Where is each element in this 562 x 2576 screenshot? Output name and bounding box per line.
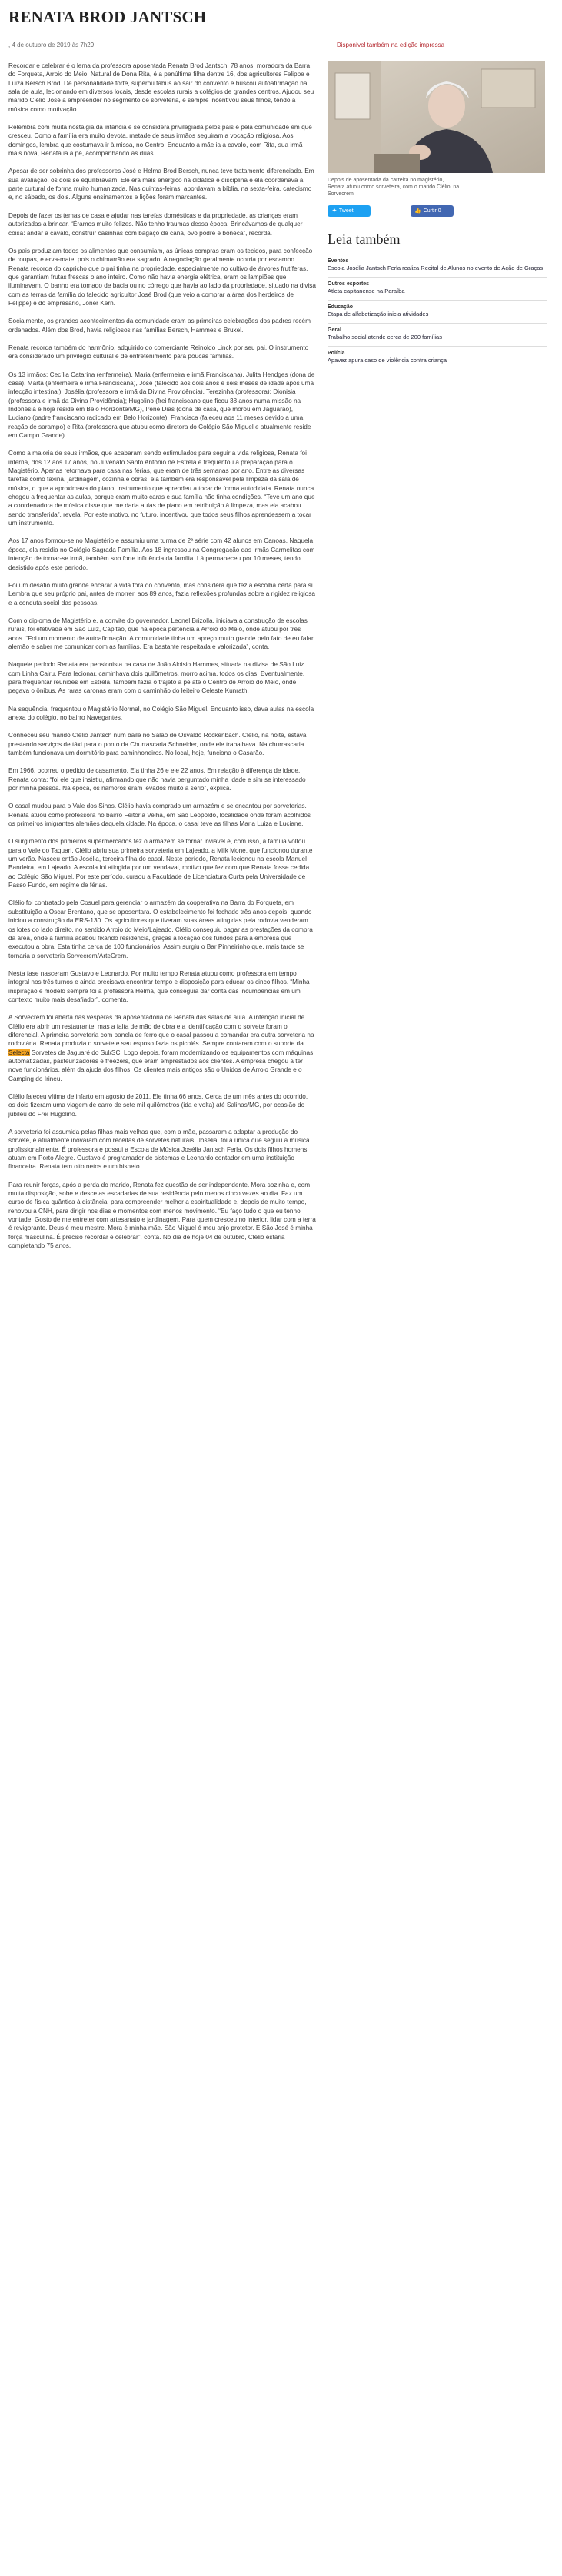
related-item	[328, 277, 547, 300]
related-item	[328, 346, 547, 369]
related-link[interactable]: Trabalho social atende cerca de 200 famílias	[328, 334, 442, 341]
article-photo	[328, 61, 545, 173]
paragraph: Relembra com muita nostalgia da infância e se considera privilegiada pelos pais e pela comunidade em que cresceu. Como a família era muito devota, metade de seus irmãos seguiram a vocação religiosa. Aos domingos, lembra que costumava ir à missa, no Centro. Enquanto a mãe ia a cavalo, com Rita, sua irmã mais nova, Renata ia a pé, acompanhando as duas.	[8, 124, 312, 158]
related-item	[328, 254, 547, 277]
related-link[interactable]: Atleta capitanense na Paraíba	[328, 288, 405, 294]
related-category: Geral	[328, 327, 341, 333]
related-category: Outros esportes	[328, 281, 370, 287]
related-category: Educação	[328, 304, 354, 310]
leia-tambem-heading: Leia também	[328, 231, 401, 247]
paragraph: Para reunir forças, após a perda do marido, Renata fez questão de ser independente. Mora sozinha e, com muita disposição, sobe e desce as escadarias de sua residência pelo menos cinco vezes ao dia. Faz um curso de física quântica à distância, para compreender melhor a espiritualidade e, depois de muito tempo, renovou a CNH, para dirigir nos dias e momentos com menos movimento. “Eu faço tudo o que eu tenho vontade. Gosto de me entreter com artesanato e jardinagem. Para quem cresceu no interior, lidar com a terra é revigorante. Deus é meu mestre. Mora é minha mãe. São Miguel é meu anjo protetor. E São José é minha força masculina. É preciso recordar e celebrar”, conta. No dia de hoje 04 de outubro, Clélio estaria completando 75 anos.	[8, 1181, 316, 1250]
paragraph-with-highlight	[8, 1013, 316, 1083]
tweet-button[interactable]	[328, 205, 371, 217]
highlighted-word: Selecta	[8, 1049, 30, 1056]
paragraph: O surgimento dos primeiros supermercados fez o armazém se tornar inviável e, com isso, a família voltou para o Vale do Taquari. Clélio abriu sua primeira sorveteria em Lajeado, a Milk Mone, que funcionou durante um verão. Nasceu então Josélia, terceira filha do casal. Neste período, Renata lecionou na escola Manuel Bandeira, em Lajeado. A escola foi atingida por um vendaval, motivo que fez com que Renata fosse cedida ao Colégio São Miguel. Por este período, cursou a Faculdade de Licenciatura Curta pela Universidade de Passo Fundo, em regime de férias.	[8, 838, 313, 889]
paragraph: Com o diploma de Magistério e, a convite do governador, Leonel Brizolla, iniciava a construção de escolas rurais, foi efetivada em São Luiz, Capitão, que na época pertencia a Arroio do Meio, onde atuou por três anos. “Foi um momento de autoafirmação. A comunidade tinha um apreço muito grande pelo fato de eu falar alemão e saber me comunicar com as famílias. Era bastante respeitada e valorizada”, conta.	[8, 617, 314, 650]
paragraph: Naquele período Renata era pensionista na casa de João Aloisio Hammes, situada na divisa de São Luiz com Linha Cairu. Para lecionar, caminhava dois quilômetros, morro acima, todos os dias. Eventualmente, para frequentar reuniões em Estrela, também fazia o trajeto a pé até o Centro de Arroio do Meio, onde pegava o ônibus. As raras caronas eram com o caminhão do leiteiro Celeste Kunrath.	[8, 661, 305, 695]
paragraph: Clélio faleceu vítima de infarto em agosto de 2011. Ele tinha 66 anos. Cerca de um mês antes do ocorrido, os dois fizeram uma viagem de carro de sete mil quilômetros (ida e volta) até Salinas/MG, por ocasião do jubileu do Frei Hugolino.	[8, 1093, 308, 1118]
related-link[interactable]: Escola Josélia Jantsch Ferla realiza Recital de Alunos no evento de Ação de Graças	[328, 264, 544, 271]
photo-caption: Depois de aposentada da carreira no magistério, Renata atuou como sorveteira, com o marido Clélio, na Sorvecrem	[328, 178, 460, 197]
paragraph: Apesar de ser sobrinha dos professores José e Helma Brod Bersch, nunca teve tratamento diferenciado. Em sua avaliação, os dois se equilibravam. Ele era mais enérgico na didática e disciplina e ela coordenava a parte cultural de forma muito humanizada. Nas quintas-feiras, abordavam a bíblia, na sexta-feira, catecismo e, no sábado, os dois. Alguns ensinamentos e lições foram marcantes.	[8, 168, 314, 201]
related-link[interactable]: Etapa de alfabetização inicia atividades	[328, 311, 429, 317]
paragraph: Os pais produziam todos os alimentos que consumiam, as únicas compras eram os tecidos, para confecção de roupas, e erva-mate, pois o chimarrão era sagrado. A negociação geralmente ocorria por escambo. Renata recorda do capricho que o pai tinha na propriedade, especialmente no cultivo de árvores frutíferas, que garantiam frutas frescas o ano inteiro. Como não havia energia elétrica, eram os lampiões que iluminavam. O banho era tomado de bacia ou no córrego que havia ao lado da propriedade, situado na divisa com as terras da família do falecido agricultor José Brod (que veio a comprar a área dos herdeiros de Felippe) e do empresário, Joner Kern.	[8, 247, 316, 307]
twitter-bird-icon: ✦	[332, 208, 337, 214]
paragraph: Conheceu seu marido Clélio Jantsch num baile no Salão de Osvaldo Rockenbach. Clélio, na noite, estava prestando serviços de táxi para o ponto da Churrascaria Schneider, onde ele trabalhava. Na churrascaria também funcionava um dormitório para caminhoneiros. No local, hoje, funciona o Casarão.	[8, 732, 307, 756]
facebook-like-label: Curtir 0	[423, 208, 441, 214]
tweet-label: Tweet	[338, 208, 354, 214]
paragraph-rest: Sorvetes de Jaguaré do Sul/SC. Logo depois, foram modernizando os equipamentos com máquinas automatizadas, pasteurizadores e freezers, que eram emprestados aos clientes. A empresa chegou a ter nove funcionários, além da ajuda dos filhos. Os clientes mais antigos são o Unidos de Arroio Grande e o Camping do Irineu.	[8, 1049, 314, 1082]
share-row	[328, 205, 547, 218]
related-link[interactable]: Apavez apura caso de violência contra criança	[328, 357, 447, 364]
sidebar	[328, 61, 547, 369]
facebook-like-button[interactable]	[411, 205, 454, 217]
paragraph: Clélio foi contratado pela Cosuel para gerenciar o armazém da cooperativa na Barra do Forqueta, em substituição a Oscar Brentano, que se aposentara. O estabelecimento foi fechado três anos depois, quando iniciou a construção da ERS-130. Os agricultores que tiveram suas áreas atingidas pela rodovia venderam os lotes do lado direito, no sentido Arroio do Meio/Lajeado. Clélio conseguiu pagar as prestações da compra da área, onde a família acabou fixando residência, graças à locação dos fundos para a empresa que executou a obra. Esta tinha cerca de 100 funcionários. Assim surgiu o Bar Pinheirinho que, mais tarde se tornaria a sorveteria Sorvecrem/ArteCrem.	[8, 899, 313, 959]
paragraph: Aos 17 anos formou-se no Magistério e assumiu uma turma de 2ª série com 42 alunos em Canoas. Naquela época, ela residia no Colégio Sagrada Família. Aos 18 ingressou na Congregação das Irmãs Carmelitas com intenção de tornar-se irmã, também sob forte influência da família. Lá permaneceu por 10 meses, tendo desistido após este período.	[8, 537, 315, 571]
paragraph: Como a maioria de seus irmãos, que acabaram sendo estimulados para seguir a vida religiosa, Renata foi interna, dos 12 aos 17 anos, no Juvenato Santo Antônio de Estrela e frequentou a preparação para o Magistério. Apenas retornava para casa nas férias, que eram de três semanas por ano. Entre as diversas tarefas como faxina, jardinagem, cozinha e obras, ela também era responsável pela limpeza da sala de música, o que a aproximava do piano, instrumento que aprendeu a tocar de forma autodidata. Renata nunca chegou a frequentar as aulas, porque eram muito caras e sua família não tinha condições. “Teve um ano que a coordenadora de música disse que me daria aulas de piano em retribuição à limpeza, mas ela acabou sendo transferida”, revela. Por este motivo, no futuro, incentivou que todos seus filhos aprendessem a tocar um instrumento.	[8, 450, 315, 527]
related-item	[328, 323, 547, 346]
thumbs-up-icon: 👍	[414, 208, 421, 214]
paragraph: Renata recorda também do harmônio, adquirido do comerciante Reinoldo Linck por seu pai. O instrumento era considerado um privilégio cultural e de entretenimento para poucas famílias.	[8, 344, 309, 361]
paragraph: A sorveteria foi assumida pelas filhas mais velhas que, com a mãe, passaram a adaptar a produção do sorvete, e atualmente inovaram com receitas de sorvetes naturais. Josélia, foi a única que seguiu a música profissionalmente. É professora e possui a Escola de Música Josélia Jantsch Ferla. Os dois filhos homens atuam em Porto Alegre. Gustavo é programador de sistemas e Leonardo contador em uma instituição financeira. Renata tem oito netos e um bisneto.	[8, 1128, 310, 1171]
paragraph: O casal mudou para o Vale dos Sinos. Clélio havia comprado um armazém e se encantou por sorveterias. Renata atuou como professora no bairro Feitoria Velha, em São Leopoldo, localidade onde foram acolhidos os primeiros imigrantes alemães daquela cidade. Na época, o casal teve as filhas Maria Luiza e Luciane.	[8, 803, 311, 828]
article-body	[8, 61, 316, 1260]
paragraph: Recordar e celebrar é o lema da professora aposentada Renata Brod Jantsch, 78 anos, moradora da Barra do Forqueta, Arroio do Meio. Natural de Dona Rita, é a penúltima filha dentre 16, dos agricultores Felippe e Luiza Bersch Brod. De personalidade forte, superou tabus ao sair do convento e buscou autoafirmação na sala de aula, lecionando em diversos locais, desde escolas rurais a colégios de grandes centros. Ajudou seu marido Clélio José a empreender no segmento de sorveteria, e sempre incentivou seus filhos, tendo a música como motivação.	[8, 62, 314, 113]
paragraph: Em 1966, ocorreu o pedido de casamento. Ela tinha 26 e ele 22 anos. Em relação à diferença de idade, Renata conta: “foi ele que insistiu, afirmando que não havia perguntado minha idade e sim se interessado por minha pessoa. Na época, os namoros eram levados muito a sério”, explica.	[8, 767, 306, 793]
related-item	[328, 300, 547, 323]
paragraph: Na sequência, frequentou o Magistério Normal, no Colégio São Miguel. Enquanto isso, dava aulas na escola anexa do colégio, no bairro Navegantes.	[8, 705, 314, 721]
dateline: , 4 de outubro de 2019 às 7h29	[8, 42, 95, 48]
print-edition-link[interactable]: Disponível também na edição impressa	[337, 42, 445, 48]
related-category: Eventos	[328, 258, 349, 264]
related-category: Polícia	[328, 351, 345, 356]
photo-illustration	[328, 61, 545, 173]
paragraph: Nesta fase nasceram Gustavo e Leonardo. Por muito tempo Renata atuou como professora em tempo integral nos três turnos e ainda precisava encontrar tempo e disposição para educar os cinco filhos. “Minha inspiração é modelo sempre foi a professora Helma, que conseguia dar conta das incumbências em um contexto muito mais desafiador”, comenta.	[8, 969, 310, 1003]
page-title: RENATA BROD JANTSCH	[8, 8, 207, 26]
paragraph: Depois de fazer os temas de casa e ajudar nas tarefas domésticas e da propriedade, as crianças eram autorizadas a brincar. “Éramos muito felizes. Não tenho traumas dessa época. Brincávamos de qualquer coisa: andar a cavalo, construir casinhas com bagaço de cana, ovo podre e boneca”, recorda.	[8, 211, 303, 237]
paragraph-lead: A Sorvecrem foi aberta nas vésperas da aposentadoria de Renata das salas de aula. A intenção inicial de Clélio era abrir um restaurante, mas a falta de mão de obra e a identificação com o sorvete foram o diferencial. A primeira sorveteria com panela de ferro que o casal passou a comandar era outra sorveteria na rodoviária. Renata produzia o sorvete e seu esposo fazia os picolés. Sempre contaram com o suporte da	[8, 1014, 314, 1048]
paragraph: Socialmente, os grandes acontecimentos da comunidade eram as primeiras celebrações dos padres recém ordenados. Além dos Brod, havia religiosos nas famílias Bersch, Hammes e Bruxel.	[8, 317, 311, 334]
paragraph: Foi um desafio muito grande encarar a vida fora do convento, mas considera que fez a escolha certa para si. Lembra que seu próprio pai, antes de morrer, aos 89 anos, fazia reflexões profundas sobre a rigidez religiosa e a conduta social das pessoas.	[8, 581, 315, 607]
paragraph: Os 13 irmãos: Cecília Catarina (enfermeira), Maria (enfermeira e irmã Franciscana), Julita Hendges (dona de casa), Marta (enfermeira e irmã Franciscana), José (falecido aos dois anos e seis meses de idade após uma infecção intestinal), Josélia (professora e irmã da Divina Providência), Terezinha (professora); Dionisia (professora e irmã da Divina Providência); Hugolino (frei franciscano que ficou 38 anos numa missão na Indonésia e hoje reside em Belo Horizonte/MG), Irene Dias (dona de casa, que morou em Jaguarão), Luciano (padre franciscano radicado em Belo Horizonte), Francisca (faleceu aos 11 meses devido a uma reação de sarampo) e Rita (professora que atuou como diretora do Colégio São Miguel e atualmente reside em Campo Grande).	[8, 371, 315, 440]
